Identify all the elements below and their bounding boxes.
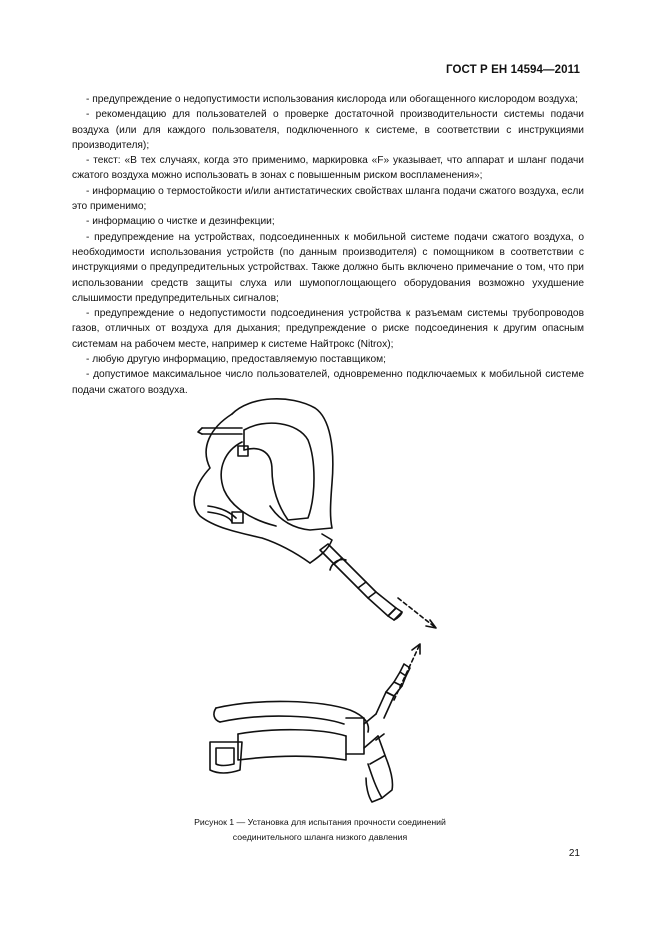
list-item: - допустимое максимальное число пользователей, одновременно подключаемых к мобильной системе подачи сжатого воздуха.	[72, 369, 584, 396]
caption-line: Рисунок 1 — Установка для испытания прочности соединений	[194, 817, 446, 827]
list-item: - предупреждение на устройствах, подсоединенных к мобильной системе подачи сжатого воздуха, о необходимости использования устройств (по данным производителя) с помощником в соответствии с инструкциями о предупредительных устройствах. Также должно быть включено примечание о том, что при использовании средств защиты слуха или шумопоглощающего оборудования возможно ухудшение слышимости предупредительных сигналов;	[72, 231, 584, 304]
figure-caption	[120, 815, 520, 845]
requirements-list	[72, 92, 584, 398]
list-item: - текст: «В тех случаях, когда это применимо, маркировка «F» указывает, что аппарат и шланг подачи сжатого воздуха можно использовать в зонах с повышенным риском воспламенения»;	[72, 155, 584, 182]
hose-connector-drawing	[210, 664, 410, 802]
list-item: - предупреждение о недопустимости использования кислорода или обогащенного кислородом воздуха;	[86, 94, 578, 105]
caption-line: соединительного шланга низкого давления	[232, 832, 408, 842]
mask-assembly-drawing	[194, 399, 402, 620]
standard-header: ГОСТ Р ЕН 14594—2011	[445, 64, 580, 76]
list-item: - предупреждение о недопустимости подсоединения устройства к разъемам системы трубопроводов газов, отличных от воздуха для дыхания; предупреждение о риске подсоединения к другим опасным системам на рабочем месте, например к системе Найтрокс (Nitrox);	[72, 308, 584, 350]
list-item: - любую другую информацию, предоставляемую поставщиком;	[86, 354, 386, 366]
figure-hose-coupling-test	[180, 388, 450, 808]
list-item: - информацию о термостойкости и/или антистатических свойствах шланга подачи сжатого воздуха, если это применимо;	[72, 185, 584, 213]
page-number: 21	[568, 848, 580, 859]
list-item: - информацию о чистке и дезинфекции;	[86, 216, 275, 228]
list-item: - рекомендацию для пользователей о проверке достаточной производительности системы подачи воздуха (или для каждого пользователя, подключенного к системе, в соответствии с инструкциями производителя);	[72, 109, 584, 151]
